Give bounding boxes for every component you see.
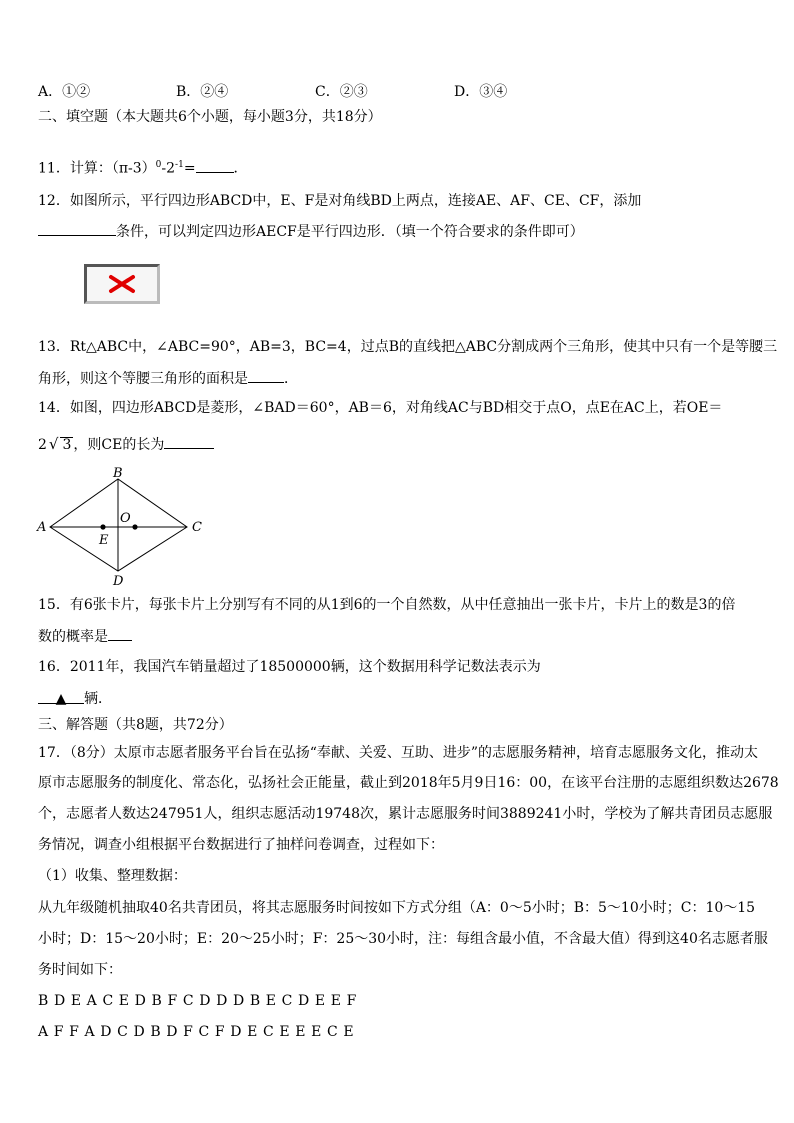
q14-radicand: 3 (62, 437, 72, 453)
q14-coef: 2 (38, 437, 47, 453)
q15-answer-blank (108, 626, 132, 641)
broken-image-placeholder (84, 264, 160, 304)
question-17-line2: 原市志愿服务的制度化、常态化，弘扬社会正能量，截止到2018年5月9日16：00，在该平台注册的志愿组织数达2678 (38, 775, 779, 791)
section3-title: 三、解答题（共8题，共72分） (38, 717, 233, 733)
label-e: E (99, 533, 109, 548)
option-d: D．③④ (454, 84, 508, 100)
data-row-2: A F F A D C D B D F C F D E C E E E C E (38, 1024, 355, 1040)
question-17-step1: （1）收集、整理数据： (38, 868, 187, 884)
question-14-line1: 14．如图，四边形ABCD是菱形，∠BAD＝60°，AB＝6，对角线AC与BD相交于点O，点E在AC上，若OE＝ (38, 400, 723, 416)
point-e-dot (100, 524, 105, 529)
question-16-line2 (38, 689, 112, 709)
question-17-line3: 个，志愿者人数达247951人，组织志愿活动19748次，累计志愿服务时间3889241小时，学校为了解共青团员志愿服 (38, 806, 773, 822)
label-b: B (113, 466, 123, 481)
q13-line2-text: 角形，则这个等腰三角形的面积是 (38, 371, 248, 387)
question-17-line4: 务情况，调查小组根据平台数据进行了抽样问卷调查，过程如下： (38, 837, 444, 853)
question-12-line2 (38, 221, 584, 242)
label-c: C (192, 520, 202, 535)
q14-line2-text: ，则CE的长为 (73, 437, 165, 453)
q11-end: ． (233, 160, 248, 177)
point-right-dot (132, 524, 137, 529)
q11-exp2: -1 (175, 160, 184, 170)
q11-answer-blank (196, 158, 234, 173)
question-12-line1: 12．如图所示，平行四边形ABCD中，E、F是对角线BD上两点，连接AE、AF、CE、CF，添加 (38, 193, 642, 209)
question-11 (38, 155, 248, 179)
q12-answer-blank (38, 221, 116, 236)
sqrt-sign: √ (48, 435, 59, 453)
question-17-line1: 17．（8分）太原市志愿者服务平台旨在弘扬“奉献、关爱、互助、进步”的志愿服务精神，培育志愿服务文化，推动太 (38, 745, 759, 761)
q11-exp1: 0 (155, 160, 162, 170)
answer-options-row (38, 82, 558, 102)
q16-unit: 辆． (84, 691, 112, 707)
q12-line2-text: 条件，可以判定四边形AECF是平行四边形．（填一个符合要求的条件即可） (116, 224, 584, 240)
label-a: A (37, 520, 47, 535)
question-13-line1: 13．Rt△ABC中，∠ABC=90°，AB=3，BC=4，过点B的直线把△ABC分割成两个三角形，使其中只有一个是等腰三 (38, 339, 778, 355)
q13-end: ． (284, 371, 298, 387)
data-row-1: B D E A C E D B F C D D D B E C D E E F (38, 993, 357, 1009)
question-13-line2 (38, 368, 298, 389)
label-d: D (113, 574, 124, 588)
question-17-desc3: 务时间如下： (38, 962, 122, 978)
q14-answer-blank (164, 434, 214, 449)
question-16-line1: 16．2011年，我国汽车销量超过了18500000辆，这个数据用科学记数法表示为 (38, 659, 541, 675)
q11-equals: = (183, 160, 196, 177)
question-15-line1: 15．有6张卡片，每张卡片上分别写有不同的从1到6的一个自然数，从中任意抽出一张卡片，卡片上的数是3的倍 (38, 597, 736, 613)
question-14-line2 (38, 434, 214, 455)
section2-title: 二、填空题（本大题共6个小题，每小题3分，共18分） (38, 109, 382, 125)
question-17-desc2: 小时；D：15～20小时；E：20～25小时；F：25～30小时，注：每组含最小值，不含最大值）得到这40名志愿者服 (38, 931, 768, 947)
rhombus-figure (36, 466, 206, 588)
q11-prefix: 11．计算：（π-3） (38, 160, 156, 177)
q15-line2-text: 数的概率是 (38, 629, 108, 645)
q16-answer-blank (38, 689, 84, 707)
question-17-desc1: 从九年级随机抽取40名共青团员，将其志愿服务时间按如下方式分组（A：0～5小时；B：5～10小时；C：10～15 (38, 900, 756, 916)
question-15-line2 (38, 626, 132, 647)
q11-mid: -2 (161, 160, 176, 177)
red-x-icon (87, 267, 157, 301)
option-b: B．②④ (176, 84, 229, 100)
option-a: A．①② (38, 84, 91, 100)
triangle-marker: ▲ (55, 691, 67, 707)
q13-answer-blank (248, 368, 284, 383)
label-o: O (120, 511, 131, 526)
option-c: C．②③ (315, 84, 368, 100)
